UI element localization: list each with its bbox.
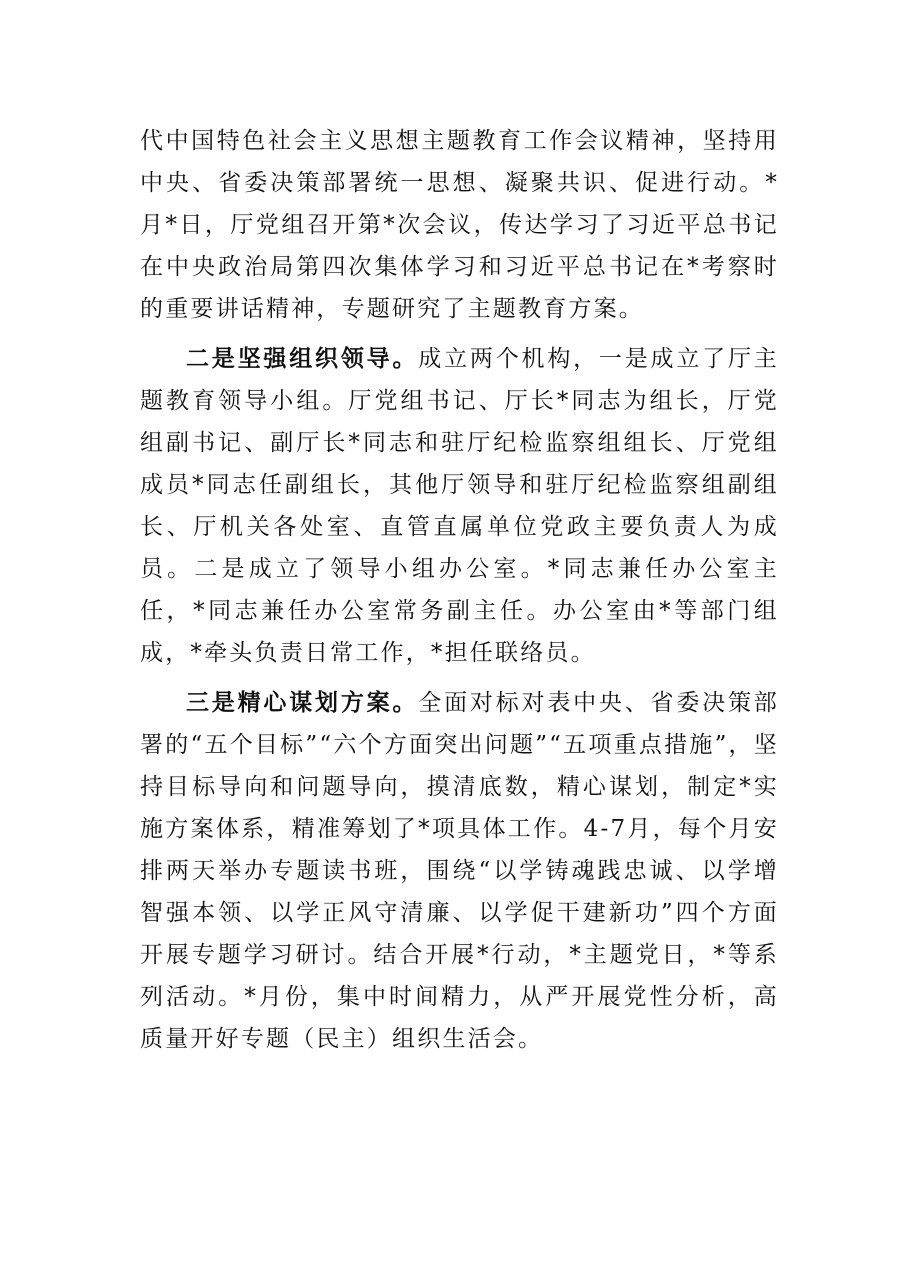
paragraph-text: 代中国特色社会主义思想主题教育工作会议精神，坚持用中央、省委决策部署统一思想、凝聚共识、促进行动。*月*日，厅党组召开第*次会议，传达学习了习近平总书记在中央政治局第四次集体学习和习近平总书记在*考察时的重要讲话精神，专题研究了主题教育方案。 xyxy=(140,128,779,322)
paragraph-heading: 三是精心谋划方案。 xyxy=(186,690,419,716)
paragraph-continuation xyxy=(140,120,779,330)
paragraph-text: 成立两个机构，一是成立了厅主题教育领导小组。厅党组书记、厅长*同志为组长，厅党组副书记、副厅长*同志和驻厅纪检监察组组长、厅党组成员*同志任副组长，其他厅领导和驻厅纪检监察组副组长、厅机关各处室、直管直属单位党政主要负责人为成员。二是成立了领导小组办公室。*同志兼任办公室主任，*同志兼任办公室常务副主任。办公室由*等部门组成，*牵头负责日常工作，*担任联络员。 xyxy=(140,346,779,666)
paragraph-organization-leadership xyxy=(140,338,779,674)
paragraph-text: 全面对标对表中央、省委决策部署的“五个目标”“六个方面突出问题”“五项重点措施”，坚持目标导向和问题导向，摸清底数，精心谋划，制定*实施方案体系，精准筹划了*项具体工作。4-7月，每个月安排两天举办专题读书班，围绕“以学铸魂践忠诚、以学增智强本领、以学正风守清廉、以学促干建新功”四个方面开展专题学习研讨。结合开展*行动，*主题党日，*等系列活动。*月份，集中时间精力，从严开展党性分析，高质量开好专题（民主）组织生活会。 xyxy=(140,690,779,1052)
paragraph-plan-design xyxy=(140,682,779,1060)
paragraph-heading: 二是坚强组织领导。 xyxy=(186,346,419,372)
